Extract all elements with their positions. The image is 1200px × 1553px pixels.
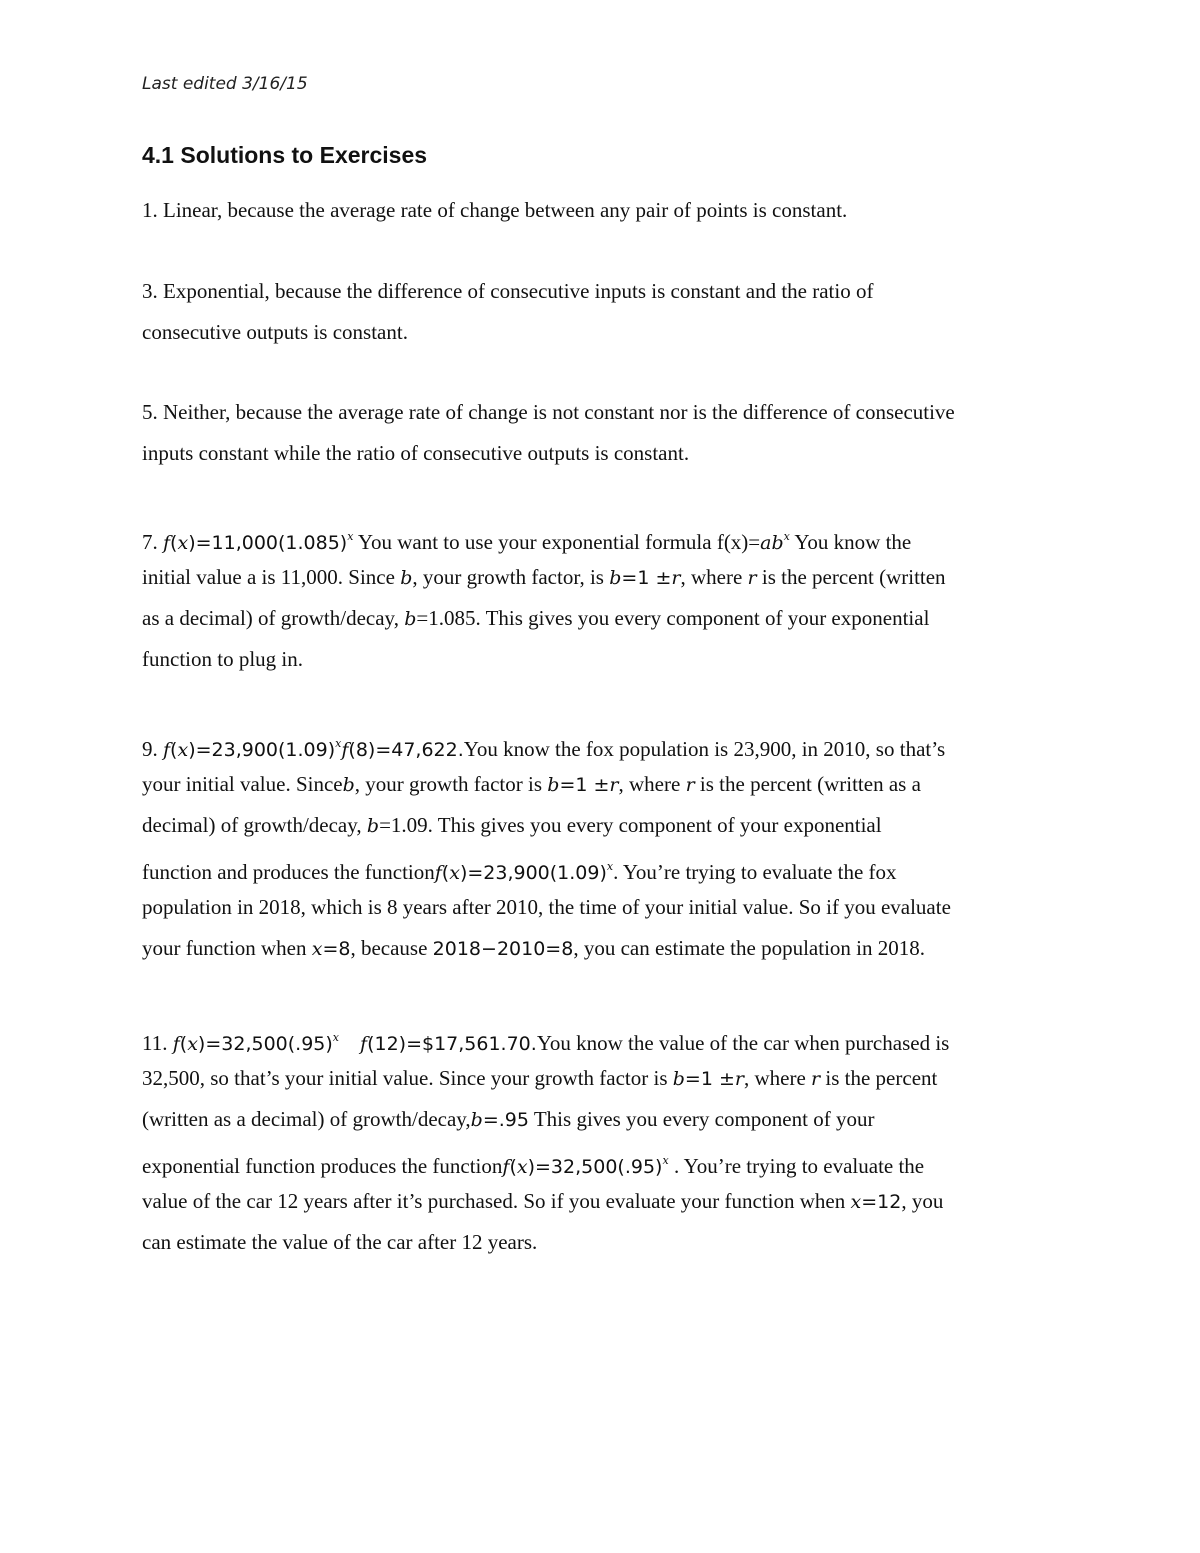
text-run: , you [901,1189,944,1213]
math-var: x [850,1191,862,1213]
text-run: is the percent [820,1066,938,1090]
solution-11-line-5 [142,1181,1062,1222]
math-exponent: x [347,530,354,543]
solution-11-line-4 [142,1140,1062,1181]
math-var: r [671,567,681,589]
math-exponent: x [335,737,342,750]
spacer [339,1031,360,1055]
math-var: f [341,739,349,761]
math-text: =.95 [482,1109,529,1131]
text-run: 32,500, so that’s your initial value. Since your growth factor is [142,1066,673,1090]
math-var: b [547,774,560,796]
math-var: r [811,1068,821,1090]
math-text: ( [170,739,178,761]
math-var: b [404,608,417,630]
solution-5 [142,392,1062,474]
text-run: You want to use your exponential formula f(x)= [353,530,761,554]
text-run: This gives you every component of your [528,1107,875,1131]
text-run: initial value a is 11,000. Since [142,565,401,589]
text-run: You know the fox population is 23,900, in 2010, so that’s [463,737,946,761]
math-text: =1 ± [621,567,672,589]
math-text: ( [179,1033,188,1055]
text-run: , because [350,936,433,960]
math-text: ( [509,1156,517,1178]
math-text: ) [527,1156,536,1178]
text-run: as a decimal) of growth/decay, [142,606,405,630]
text-run: exponential function produces the function [142,1154,503,1178]
text-run: , your growth factor, is [412,565,610,589]
solution-number: 9. [142,737,163,761]
solution-7-line-4: function to plug in. [142,647,303,671]
solution-7-line-3 [142,598,1062,639]
math-text: =8 [322,938,351,960]
text-run: is the percent (written [756,565,946,589]
math-text: =32,500(.95) [205,1033,333,1055]
math-var: f [163,739,171,761]
math-var: b [609,567,622,589]
text-run: , your growth factor is [354,772,548,796]
text-run: your function when [142,936,312,960]
text-run: . You’re trying to evaluate the [668,1154,925,1178]
text-run: function and produces the function [142,860,435,884]
solution-5-line-1: 5. Neither, because the average rate of change is not constant nor is the difference of consecutive [142,400,955,424]
math-var: f [163,532,171,554]
text-run: . You’re trying to evaluate the fox [613,860,897,884]
math-var: f [360,1033,368,1055]
math-text: )=11,000(1.085) [188,532,348,554]
math-text: 2018−2010=8 [432,938,574,960]
math-var: b [400,567,413,589]
text-run: You know the [789,530,912,554]
math-text: ( [441,862,450,884]
solution-7-line-1 [142,516,1062,557]
page-title: 4.1 Solutions to Exercises [142,142,428,168]
math-var: b [470,1109,483,1131]
math-var: r [734,1068,744,1090]
solution-1 [142,190,1062,231]
text-run: (written as a decimal) of growth/decay, [142,1107,471,1131]
solution-7-line-2 [142,557,1062,598]
math-var: ab [760,532,784,554]
math-text: =1 ± [684,1068,735,1090]
solution-3 [142,271,1062,353]
text-run: decimal) of growth/decay, [142,813,367,837]
last-edited-header: Last edited 3/16/15 [142,74,308,94]
math-exponent: x [783,530,790,543]
solution-11-line-3 [142,1099,1062,1140]
text-run: =1.09. This gives you every component of your exponential [379,813,882,837]
solution-9 [142,723,1062,969]
math-text: (8)=47,622. [348,739,464,761]
math-text: ( [170,532,178,554]
text-run: , where [618,772,686,796]
solution-9-line-1 [142,723,1062,764]
solution-7 [142,516,1062,680]
solution-1-line-1: 1. Linear, because the average rate of change between any pair of points is constant. [142,198,848,222]
math-text: =23,900(1.09) [195,739,336,761]
math-var: r [747,567,757,589]
text-run: is the percent (written as a [694,772,921,796]
math-exponent: x [662,1154,669,1167]
math-var: r [685,774,695,796]
solution-11 [142,1017,1062,1263]
solution-9-line-4 [142,846,1062,887]
math-var: x [177,739,189,761]
solution-3-line-2: consecutive outputs is constant. [142,320,408,344]
text-run: You know the value of the car when purchased is [536,1031,950,1055]
math-text: =12 [861,1191,902,1213]
solution-number: 11. [142,1031,173,1055]
math-var: x [311,938,323,960]
math-text: =32,500(.95) [535,1156,663,1178]
solution-number: 7. [142,530,163,554]
math-var: x [177,532,189,554]
text-run: , you can estimate the population in 2018. [573,936,925,960]
text-run: value of the car 12 years after it’s purchased. So if you evaluate your function when [142,1189,851,1213]
solution-11-line-1 [142,1017,1062,1058]
text-run: , where [743,1066,812,1090]
math-var: b [366,815,380,837]
solution-5-line-2: inputs constant while the ratio of consecutive outputs is constant. [142,441,690,465]
solution-11-line-2 [142,1058,1062,1099]
math-var: f [502,1156,510,1178]
math-text: =23,900(1.09) [467,862,607,884]
math-var: f [172,1033,180,1055]
solution-11-line-6: can estimate the value of the car after 12 years. [142,1230,538,1254]
math-text: ) [197,1033,206,1055]
text-run: =1.085. This gives you every component of your exponential [416,606,930,630]
math-var: r [609,774,619,796]
text-run: your initial value. Since [142,772,343,796]
math-exponent: x [606,860,614,873]
math-var: x [187,1033,198,1055]
math-var: x [449,862,460,884]
solution-9-line-3 [142,805,1062,846]
solution-9-line-5: population in 2018, which is 8 years after 2010, the time of your initial value. So if you evaluate [142,895,951,919]
math-text: ) [459,862,468,884]
solution-3-line-1: 3. Exponential, because the difference of consecutive inputs is constant and the ratio of [142,279,874,303]
math-var: b [672,1068,685,1090]
math-text: ) [188,739,196,761]
math-var: b [342,774,355,796]
math-exponent: x [332,1031,340,1044]
solution-9-line-6 [142,928,1062,969]
math-var: f [434,862,442,884]
math-var: x [516,1156,528,1178]
solution-9-line-2 [142,764,1062,805]
math-text: (12)=$17,561.70. [367,1033,537,1055]
math-text: =1 ± [559,774,610,796]
text-run: , where [680,565,748,589]
